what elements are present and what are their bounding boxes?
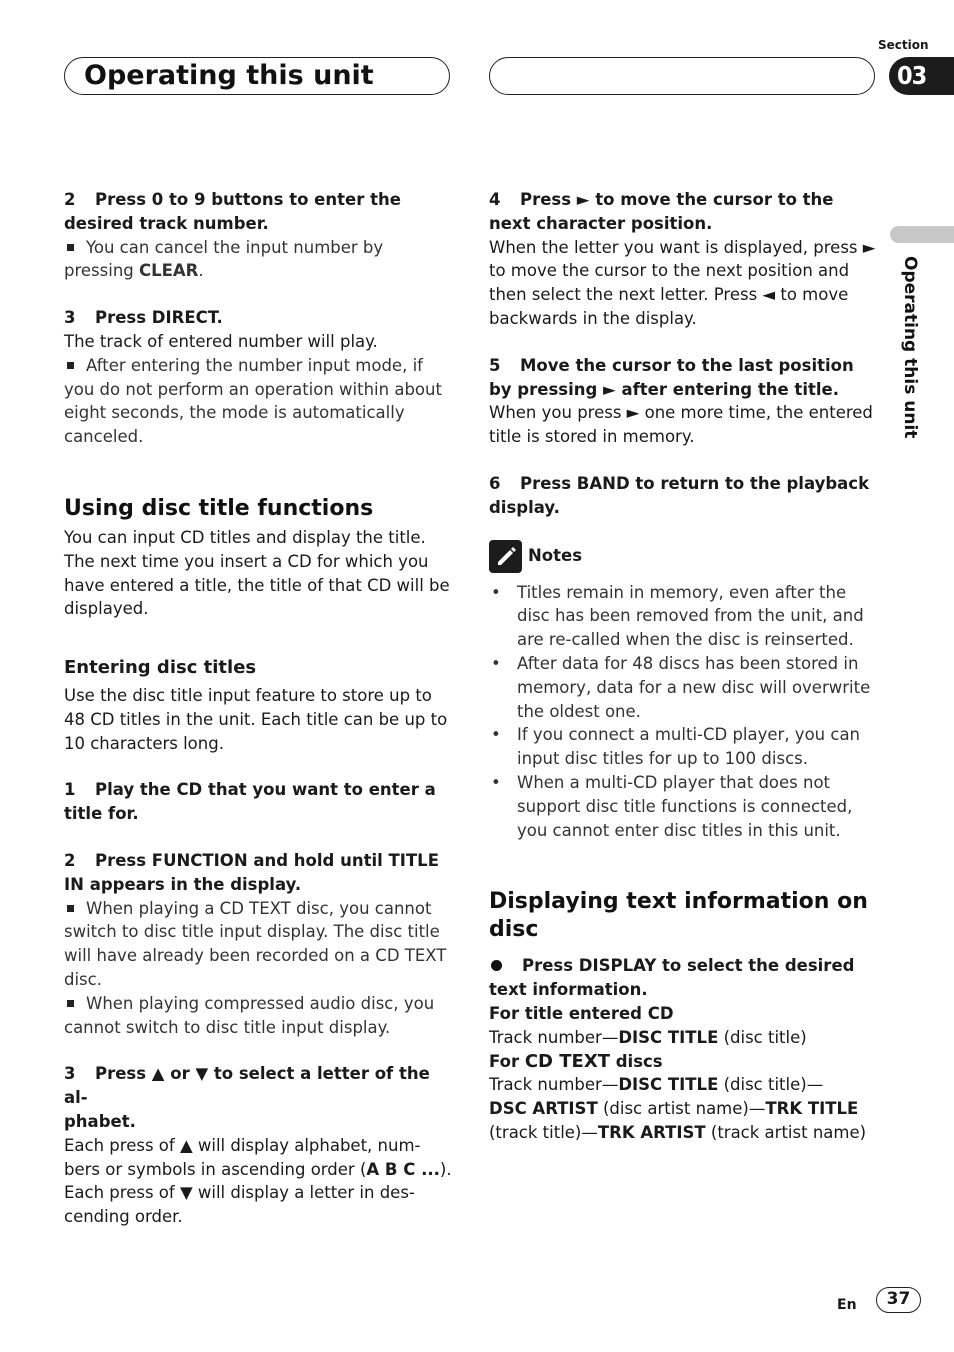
side-tab-label: Operating this unit	[900, 256, 920, 439]
cd-text-lines: Track number—DISC TITLE (disc title)— DSC ARTIST (disc artist name)—TRK TITLE (track title)—TRK ARTIST (track artist name)	[489, 1075, 867, 1142]
step-2-note: You can cancel the input number by pressing CLEAR.	[64, 237, 384, 281]
display-step: Press DISPLAY to select the desired text information.	[489, 956, 855, 1000]
step-3-note: After entering the number input mode, if you do not perform an operation within about eight seconds, the mode is automatically canceled.	[64, 355, 442, 447]
enter-step-1: 1 Play the CD that you want to enter a title for.	[64, 780, 436, 824]
enter-step-3-body: Each press of ▲ will display alphabet, num- bers or symbols in ascending order (A B C ...). Each press of ▼ will display a letter in des- cending order.	[64, 1135, 452, 1227]
note-item: • After data for 48 discs has been stored in memory, data for a new disc will overwrite the oldest one.	[491, 653, 871, 721]
enter-step-3: 3 Press ▲ or ▼ to select a letter of the al- phabet.	[64, 1064, 430, 1131]
notes-title: Notes	[528, 546, 583, 566]
note-item: • If you connect a multi-CD player, you can input disc titles for up to 100 discs.	[491, 725, 861, 769]
header-blank-frame	[489, 57, 875, 95]
notes-header	[489, 540, 879, 573]
step-6-heading: 6 Press BAND to return to the playback display.	[489, 473, 870, 517]
note-item: • When a multi-CD player that does not support disc title functions is connected, you cannot enter disc titles in this unit.	[491, 772, 853, 840]
right-column	[489, 188, 879, 1145]
heading-displaying-text: Displaying text information on disc	[489, 889, 868, 943]
square-bullet-icon	[67, 1000, 74, 1007]
for-cd-text: For CD TEXT discs	[489, 1050, 663, 1072]
section-number: 03	[897, 61, 927, 90]
round-bullet-icon	[491, 960, 502, 971]
square-bullet-icon	[67, 905, 74, 912]
square-bullet-icon	[67, 244, 74, 251]
language-label: En	[837, 1297, 857, 1313]
for-title-entered: For title entered CD	[489, 1003, 674, 1023]
step-3-body: The track of entered number will play.	[64, 331, 378, 351]
enter-step-2-note-1: When playing a CD TEXT disc, you cannot switch to disc title input display. The disc title will have already been recorded on a CD TEXT disc.	[64, 898, 447, 989]
heading-using-disc-title: Using disc title functions	[64, 495, 374, 521]
pencil-note-icon	[489, 540, 522, 573]
note-item: • Titles remain in memory, even after the disc has been removed from the unit, and are re-called when the disc is reinserted.	[491, 582, 864, 650]
enter-step-2-note-2: When playing compressed audio disc, you cannot switch to disc title input display.	[64, 993, 435, 1037]
step-2-heading: 2 Press 0 to 9 buttons to enter the desired track number.	[64, 190, 401, 233]
step-3-heading: 3 Press DIRECT.	[64, 308, 223, 328]
left-column	[64, 188, 454, 1229]
title-entered-line: Track number—DISC TITLE (disc title)	[489, 1027, 807, 1047]
section-label: Section	[878, 38, 929, 52]
enter-step-2: 2 Press FUNCTION and hold until TITLE IN appears in the display.	[64, 850, 439, 894]
using-body: You can input CD titles and display the title. The next time you insert a CD for which you have entered a title, the title of that CD will be displayed.	[64, 527, 450, 619]
step-4-heading: 4 Press ► to move the cursor to the next character position.	[489, 190, 834, 233]
step-4-body: When the letter you want is displayed, press ► to move the cursor to the next position and then select the next letter. Press ◄ to move backwards in the display.	[489, 237, 876, 328]
side-tab-marker	[890, 226, 954, 243]
page-number: 37	[876, 1287, 921, 1313]
square-bullet-icon	[67, 362, 74, 369]
step-5-body: When you press ► one more time, the entered title is stored in memory.	[489, 403, 873, 447]
page-title: Operating this unit	[84, 60, 374, 91]
step-5-heading: 5 Move the cursor to the last position by pressing ► after entering the title.	[489, 355, 854, 399]
heading-entering-disc-titles: Entering disc titles	[64, 657, 257, 679]
entering-body: Use the disc title input feature to store up to 48 CD titles in the unit. Each title can be up to 10 characters long.	[64, 685, 448, 753]
